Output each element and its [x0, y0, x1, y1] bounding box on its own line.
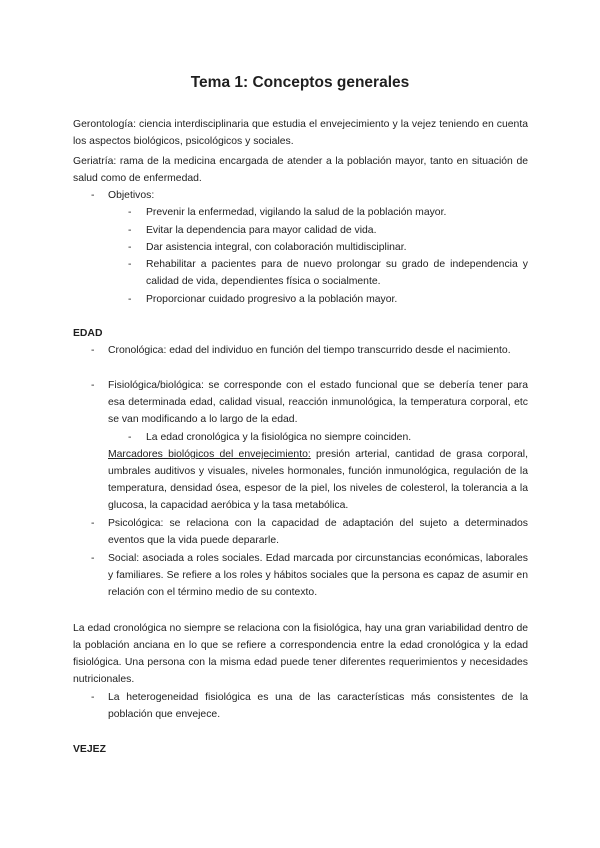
geriatria-definition: Geriatría: rama de la medicina encargada de atender a la población mayor, tanto en situación de salud como de enfermedad. — [73, 156, 528, 184]
bullet-dash: - — [128, 432, 132, 443]
bullet-dash: - — [91, 692, 95, 703]
fisiologica-subitem: La edad cronológica y la fisiológica no siempre coinciden. — [146, 432, 412, 443]
objetivo-item: Prevenir la enfermedad, vigilando la salud de la población mayor. — [146, 207, 447, 218]
bullet-dash: - — [91, 553, 95, 564]
marcadores-label: Marcadores biológicos del envejecimiento: — [108, 449, 311, 460]
bullet-dash: - — [128, 207, 132, 218]
bullet-dash: - — [91, 345, 95, 356]
vejez-heading: VEJEZ — [73, 744, 106, 755]
bullet-dash: - — [128, 294, 132, 305]
edad-fisiologica: Fisiológica/biológica: se corresponde con el estado funcional que se debería tener para esa determinada edad, calidad visual, reacción inmunológica, la temperatura corporal, etc se van modificando a lo largo de la edad. — [108, 380, 528, 425]
bullet-dash: - — [128, 259, 132, 270]
relacion-paragraph: La edad cronológica no siempre se relaciona con la fisiológica, hay una gran variabilidad dentro de la población anciana en lo que se refiere a correspondencia entre la edad cronológica y la edad fisiológica. Una persona con la misma edad puede tener diferentes requerimientos y necesidades nutricionales. — [73, 623, 528, 685]
gerontologia-definition: Gerontología: ciencia interdisciplinaria que estudia el envejecimiento y la vejez teniendo en cuenta los aspectos biológicos, psicológicos y sociales. — [73, 119, 528, 147]
heterogeneidad-bullet: La heterogeneidad fisiológica es una de las características más consistentes de la población que envejece. — [108, 692, 528, 720]
edad-social: Social: asociada a roles sociales. Edad marcada por circunstancias económicas, laborales y familiares. Se refiere a los roles y hábitos sociales que la persona es capaz de asumir en relación con el término medio de su contexto. — [108, 553, 528, 598]
objetivo-item: Proporcionar cuidado progresivo a la población mayor. — [146, 294, 398, 305]
objetivos-label: Objetivos: — [108, 190, 155, 201]
objetivo-item: Rehabilitar a pacientes para de nuevo prolongar su grado de independencia y calidad de vida, dependientes física o socialmente. — [146, 259, 528, 287]
page-title: Tema 1: Conceptos generales — [190, 74, 410, 91]
bullet-dash: - — [91, 190, 95, 201]
bullet-dash: - — [91, 518, 95, 529]
edad-heading: EDAD — [73, 328, 103, 339]
edad-cronologica: Cronológica: edad del individuo en función del tiempo transcurrido desde el nacimiento. — [108, 345, 511, 356]
marcadores-text: presión arterial, cantidad de grasa corporal, umbrales auditivos y visuales, niveles hormonales, función inmunológica, regulación de la temperatura, densidad ósea, espesor de la piel, los niveles de colesterol, la tolerancia a la glucosa, la capacidad aeróbica y la tasa metabólica. — [108, 449, 529, 511]
bullet-dash: - — [128, 225, 132, 236]
edad-psicologica: Psicológica: se relaciona con la capacidad de adaptación del sujeto a determinados eventos que la vida puede depararle. — [108, 518, 528, 546]
objetivo-item: Evitar la dependencia para mayor calidad de vida. — [146, 225, 377, 236]
objetivo-item: Dar asistencia integral, con colaboración multidisciplinar. — [146, 242, 407, 253]
bullet-dash: - — [128, 242, 132, 253]
bullet-dash: - — [91, 380, 95, 391]
marcadores-biologicos — [108, 446, 528, 514]
